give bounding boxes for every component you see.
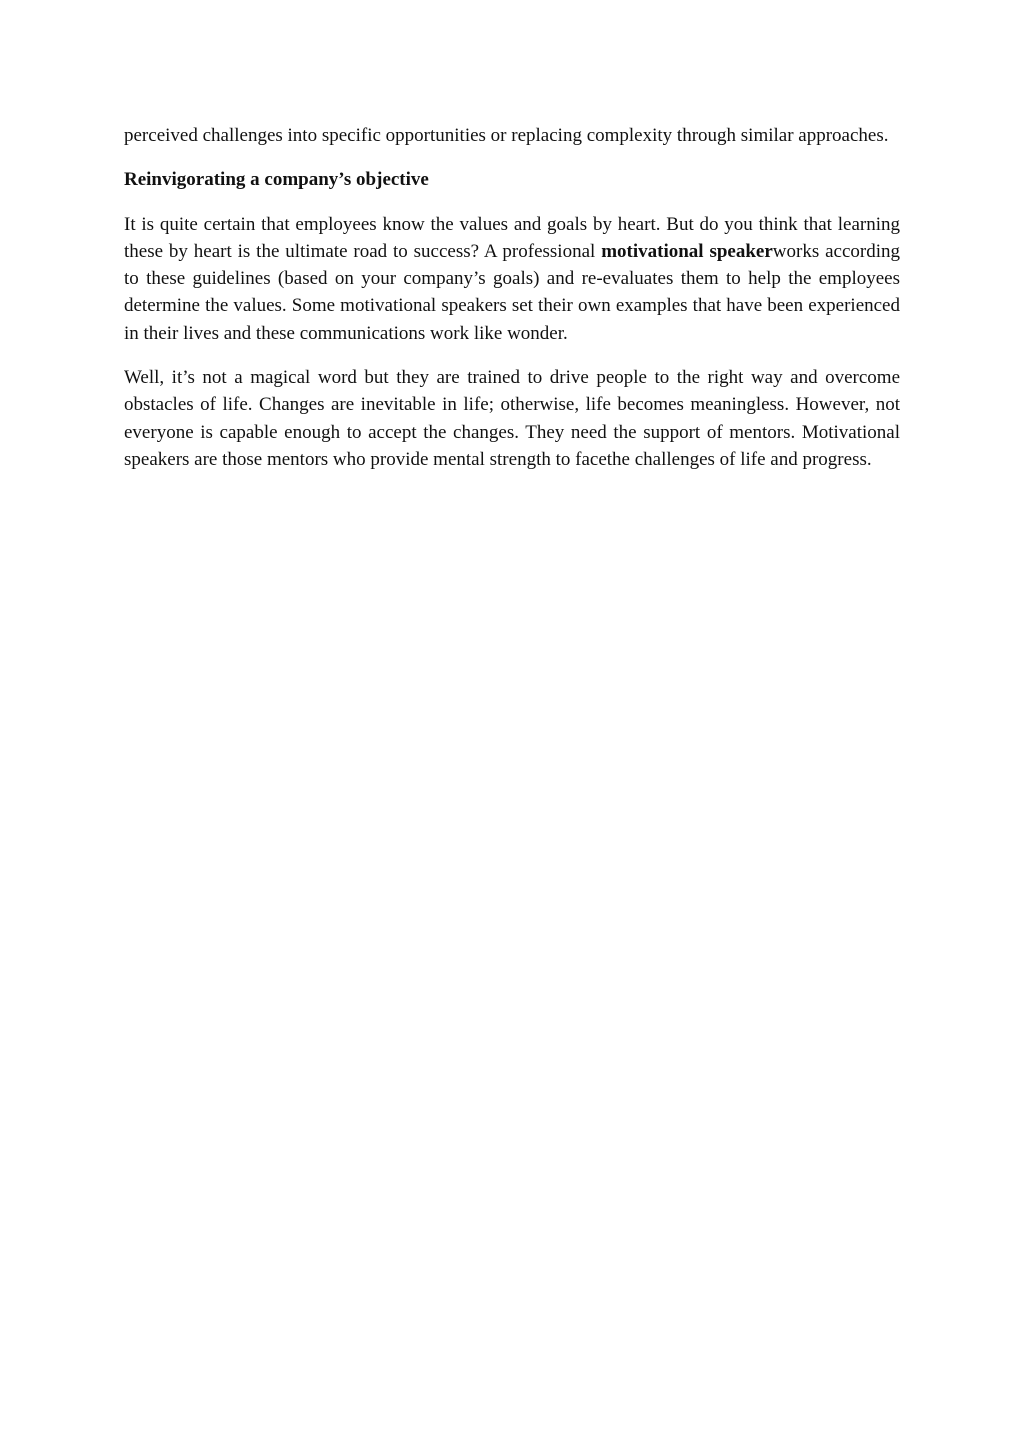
paragraph-objective-text-end: works according to these guidelines (based on your company’s goals) and re-evaluates them to help the employees determine the values. Some motivational speakers set their own examples that have been experienced in their lives and these communications work like wonder. xyxy=(124,240,900,344)
document-body xyxy=(124,122,900,473)
paragraph-intro: perceived challenges into specific opportunities or replacing complexity through similar approaches. xyxy=(124,125,889,146)
paragraph-objective xyxy=(124,211,900,347)
bold-keyword-motivational-speaker: motivational speaker xyxy=(601,240,773,262)
paragraph-mentors: Well, it’s not a magical word but they are trained to drive people to the right way and overcome obstacles of life. Changes are inevitable in life; otherwise, life becomes meaningless. However, not everyone is capable enough to accept the changes. They need the support of mentors. Motivational speakers are those mentors who provide mental strength to facethe challenges of life and progress. xyxy=(124,367,900,470)
section-heading: Reinvigorating a company’s objective xyxy=(124,169,429,191)
paragraph-objective-text-start: It is quite certain that employees know the values and goals by heart. But do you think that learning these by heart is the ultimate road to success? A professional xyxy=(124,213,900,262)
